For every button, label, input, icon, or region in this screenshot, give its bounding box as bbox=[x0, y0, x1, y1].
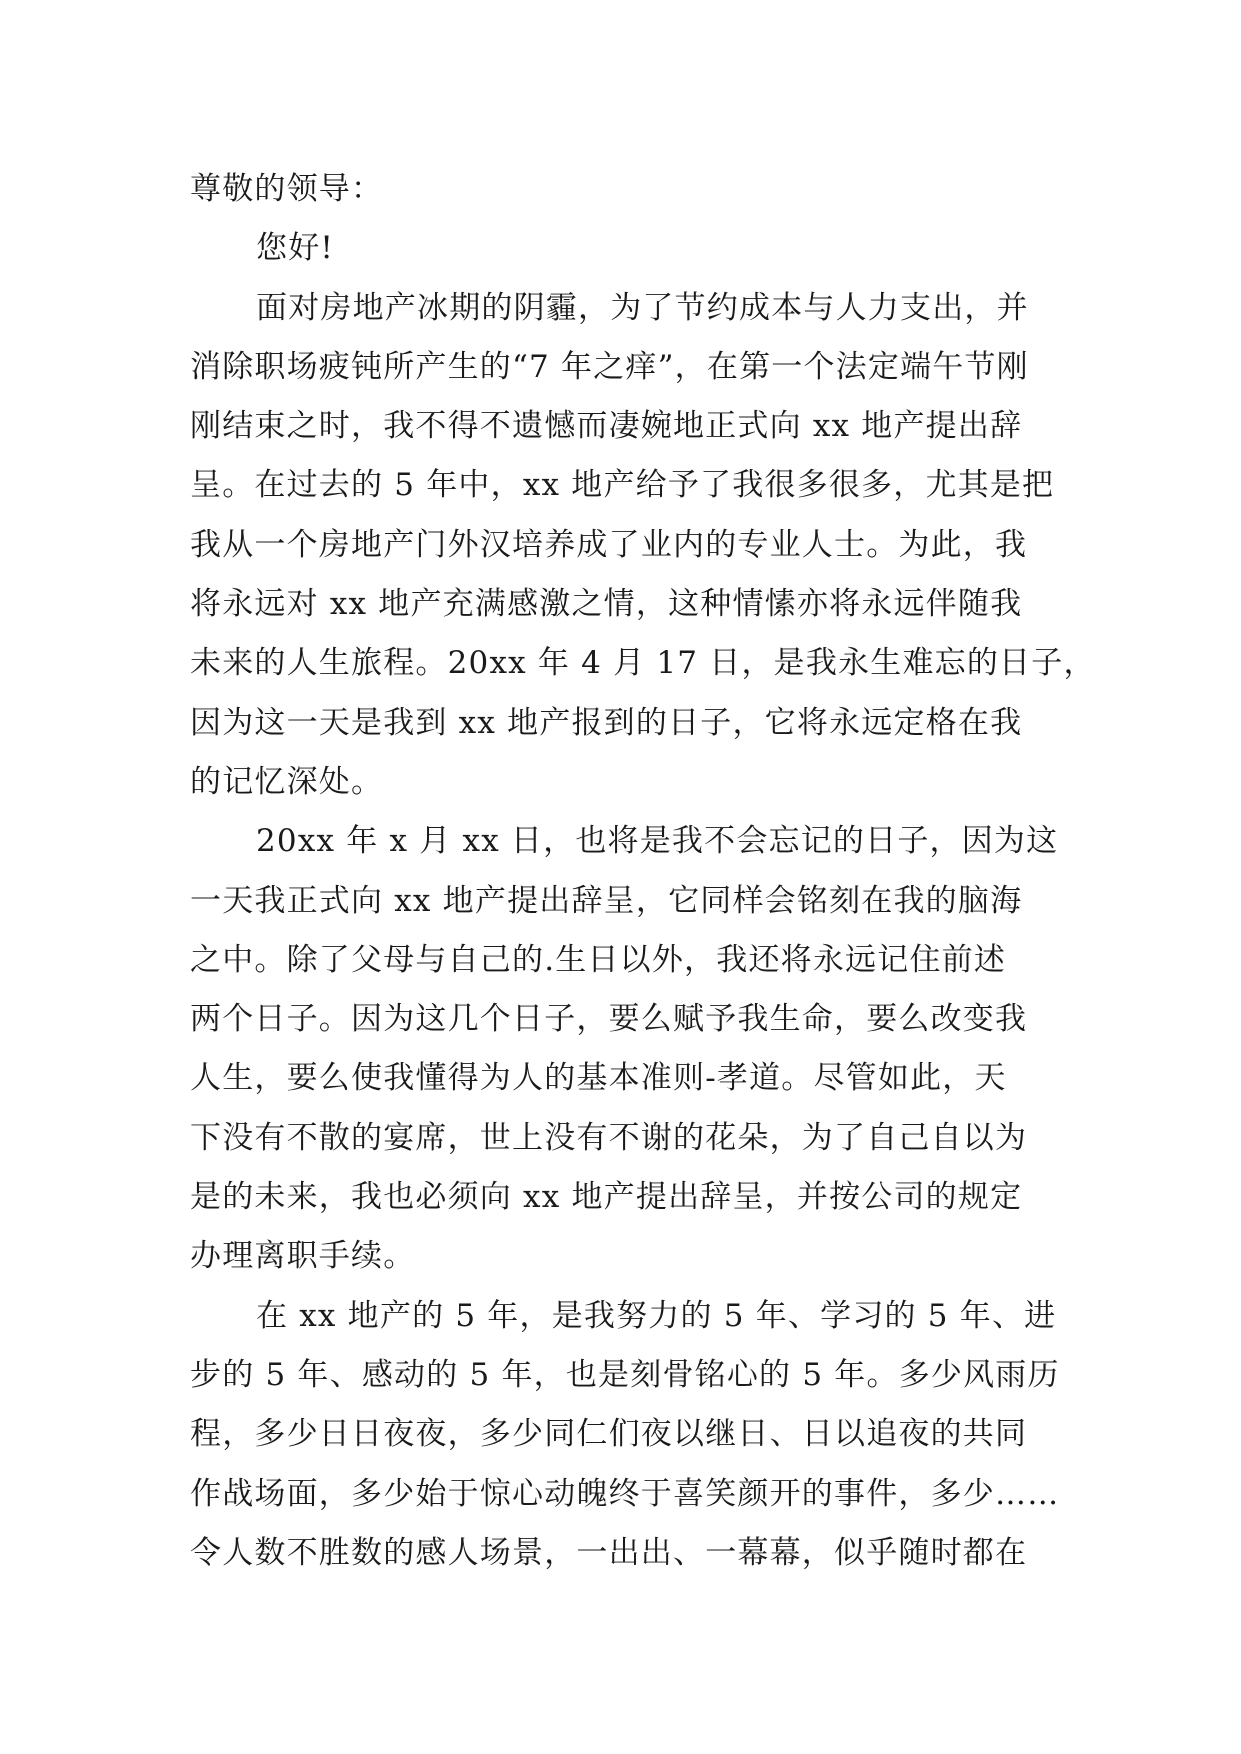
salutation: 尊敬的领导： bbox=[190, 171, 384, 207]
paragraph-line: 我从一个房地产门外汉培养成了业内的专业人士。为此，我 bbox=[190, 526, 1028, 563]
paragraph-line: 作战场面，多少始于惊心动魄终于喜笑颜开的事件，多少…… bbox=[190, 1475, 1060, 1512]
paragraph-line: 将永远对 xx 地产充满感激之情，这种情愫亦将永远伴随我 bbox=[190, 586, 1023, 623]
paragraph-2 bbox=[190, 812, 1059, 1286]
paragraph-line: 在 xx 地产的 5 年，是我努力的 5 年、学习的 5 年、进 bbox=[256, 1297, 1057, 1334]
paragraph-line: 的记忆深处。 bbox=[190, 763, 384, 800]
paragraph-line: 呈。在过去的 5 年中，xx 地产给予了我很多很多，尤其是把 bbox=[190, 467, 1055, 504]
paragraph-line: 两个日子。因为这几个日子，要么赋予我生命，要么改变我 bbox=[190, 1001, 1028, 1038]
greeting: 您好! bbox=[256, 230, 335, 267]
paragraph-line: 步的 5 年、感动的 5 年，也是刻骨铭心的 5 年。多少风雨历 bbox=[190, 1356, 1060, 1393]
paragraph-3 bbox=[190, 1287, 1060, 1583]
paragraph-1 bbox=[190, 279, 1096, 813]
paragraph-line: 之中。除了父母与自己的.生日以外，我还将永远记住前述 bbox=[190, 941, 1007, 978]
paragraph-line: 是的未来，我也必须向 xx 地产提出辞呈，并按公司的规定 bbox=[190, 1179, 1023, 1216]
paragraph-line: 下没有不散的宴席，世上没有不谢的花朵，为了自己自以为 bbox=[190, 1119, 1028, 1156]
paragraph-line: 一天我正式向 xx 地产提出辞呈，它同样会铭刻在我的脑海 bbox=[190, 882, 1023, 919]
paragraph-line: 未来的人生旅程。20xx 年 4 月 17 日，是我永生难忘的日子， bbox=[190, 645, 1096, 682]
paragraph-line: 20xx 年 x 月 xx 日，也将是我不会忘记的日子，因为这 bbox=[256, 823, 1059, 860]
paragraph-line: 令人数不胜数的感人场景，一出出、一幕幕，似乎随时都在 bbox=[190, 1534, 1028, 1571]
paragraph-line: 程，多少日日夜夜，多少同仁们夜以继日、日以追夜的共同 bbox=[190, 1416, 1028, 1453]
paragraph-line: 因为这一天是我到 xx 地产报到的日子，它将永远定格在我 bbox=[190, 704, 1023, 741]
paragraph-line: 面对房地产冰期的阴霾，为了节约成本与人力支出，并 bbox=[256, 289, 1029, 326]
paragraph-line: 刚结束之时，我不得不遗憾而凄婉地正式向 xx 地产提出辞 bbox=[190, 408, 1023, 445]
letter-body bbox=[190, 160, 1096, 1583]
paragraph-line: 办理离职手续。 bbox=[190, 1238, 416, 1275]
paragraph-line: 人生，要么使我懂得为人的基本准则-孝道。尽管如此，天 bbox=[190, 1060, 1007, 1097]
paragraph-line: 消除职场疲钝所产生的“7 年之痒”，在第一个法定端午节刚 bbox=[190, 348, 1029, 385]
